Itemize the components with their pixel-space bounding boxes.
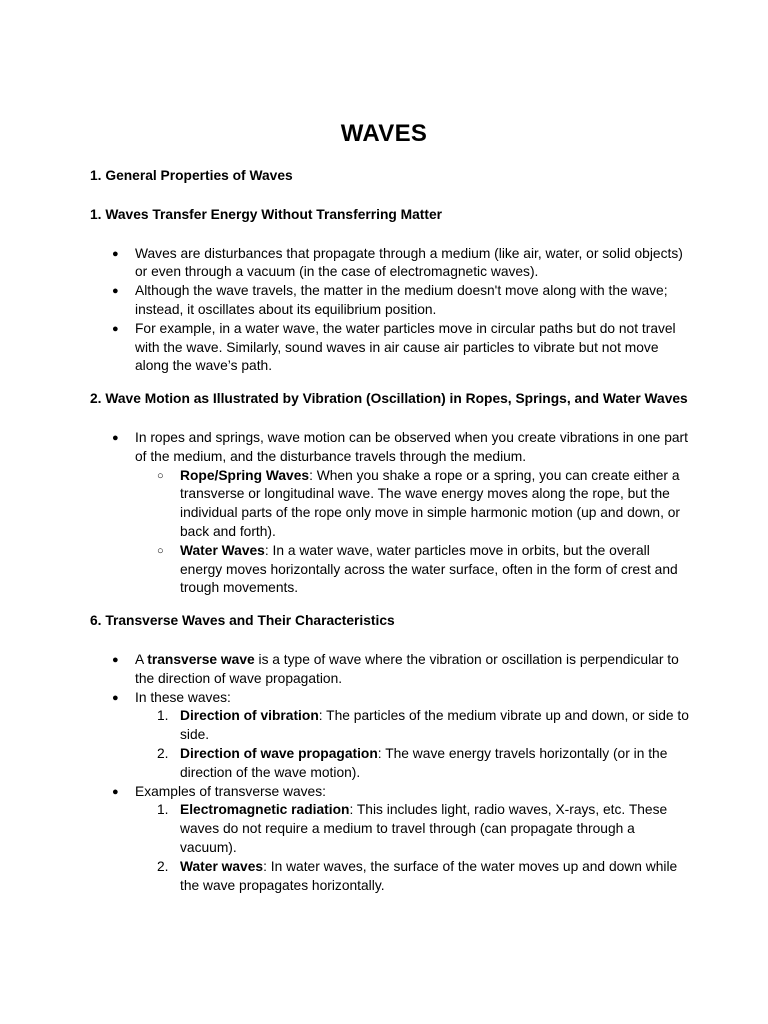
term: Direction of wave propagation xyxy=(180,745,378,761)
list-item xyxy=(90,651,690,689)
transverse-waves-list xyxy=(90,651,690,895)
term: transverse wave xyxy=(147,651,255,667)
definition: is a type of wave where the vibration or oscillation is perpendicular to the direction of wave propagation. xyxy=(135,651,679,686)
definition: : In a water wave, water particles move in orbits, but the overall energy moves horizontally across the water surface, often in the form of crest and trough movements. xyxy=(180,542,678,596)
subsection-heading-wave-motion: 2. Wave Motion as Illustrated by Vibration (Oscillation) in Ropes, Springs, and Water Waves xyxy=(90,391,688,407)
item-number: 1. xyxy=(157,802,169,818)
item-number: 1. xyxy=(157,708,169,724)
page-title: WAVES xyxy=(340,120,428,147)
text: A xyxy=(135,651,148,667)
list-item: ● Although the wave travels, the matter in the medium doesn't move along with the wave; instead, it oscillates about its equilibrium position. xyxy=(90,282,690,320)
subsection-heading-energy-transfer: 1. Waves Transfer Energy Without Transferring Matter xyxy=(90,206,443,222)
list-item: ● For example, in a water wave, the water particles move in circular paths but do not travel with the wave. Similarly, sound waves in air cause air particles to vibrate but not move along the wave’s path. xyxy=(90,320,690,376)
list-item: ● Waves are disturbances that propagate through a medium (like air, water, or solid objects) or even through a vacuum (in the case of electromagnetic waves). xyxy=(90,245,690,283)
sub-list-item xyxy=(90,467,690,542)
definition: : The particles of the medium vibrate up and down, or side to side. xyxy=(180,708,689,743)
numbered-item xyxy=(90,801,690,857)
term: Electromagnetic radiation xyxy=(180,802,350,818)
definition: : This includes light, radio waves, X-rays, etc. These waves do not require a medium to travel through (can propagate through a vacuum). xyxy=(180,802,668,855)
numbered-item xyxy=(90,707,690,745)
list-item: ● In these waves: xyxy=(90,689,690,708)
definition: : When you shake a rope or a spring, you can create either a transverse or longitudinal wave. The wave energy moves along the rope, but the individual parts of the rope only move in simple harmonic motion (up and down, or back and forth). xyxy=(180,467,681,539)
section-heading-general-properties: 1. General Properties of Waves xyxy=(90,168,293,183)
section-heading-transverse-waves: 6. Transverse Waves and Their Characteristics xyxy=(90,613,395,629)
document-body xyxy=(90,167,690,895)
energy-transfer-list xyxy=(90,245,690,377)
item-number: 2. xyxy=(157,858,169,874)
term: Water waves xyxy=(180,858,264,874)
numbered-item xyxy=(90,858,690,896)
numbered-item xyxy=(90,745,690,783)
term: Rope/Spring Waves xyxy=(180,467,310,483)
item-number: 2. xyxy=(157,745,169,761)
definition: : In water waves, the surface of the water moves up and down while the wave propagates horizontally. xyxy=(180,858,678,893)
definition: : The wave energy travels horizontally (or in the direction of the wave motion). xyxy=(180,745,668,780)
list-item: ● In ropes and springs, wave motion can be observed when you create vibrations in one part of the medium, and the disturbance travels through the medium. xyxy=(90,429,690,467)
term: Direction of vibration xyxy=(180,708,319,724)
sub-list-item xyxy=(90,542,690,598)
term: Water Waves xyxy=(180,542,265,558)
list-item: ● Examples of transverse waves: xyxy=(90,783,690,802)
wave-motion-list xyxy=(90,429,690,598)
